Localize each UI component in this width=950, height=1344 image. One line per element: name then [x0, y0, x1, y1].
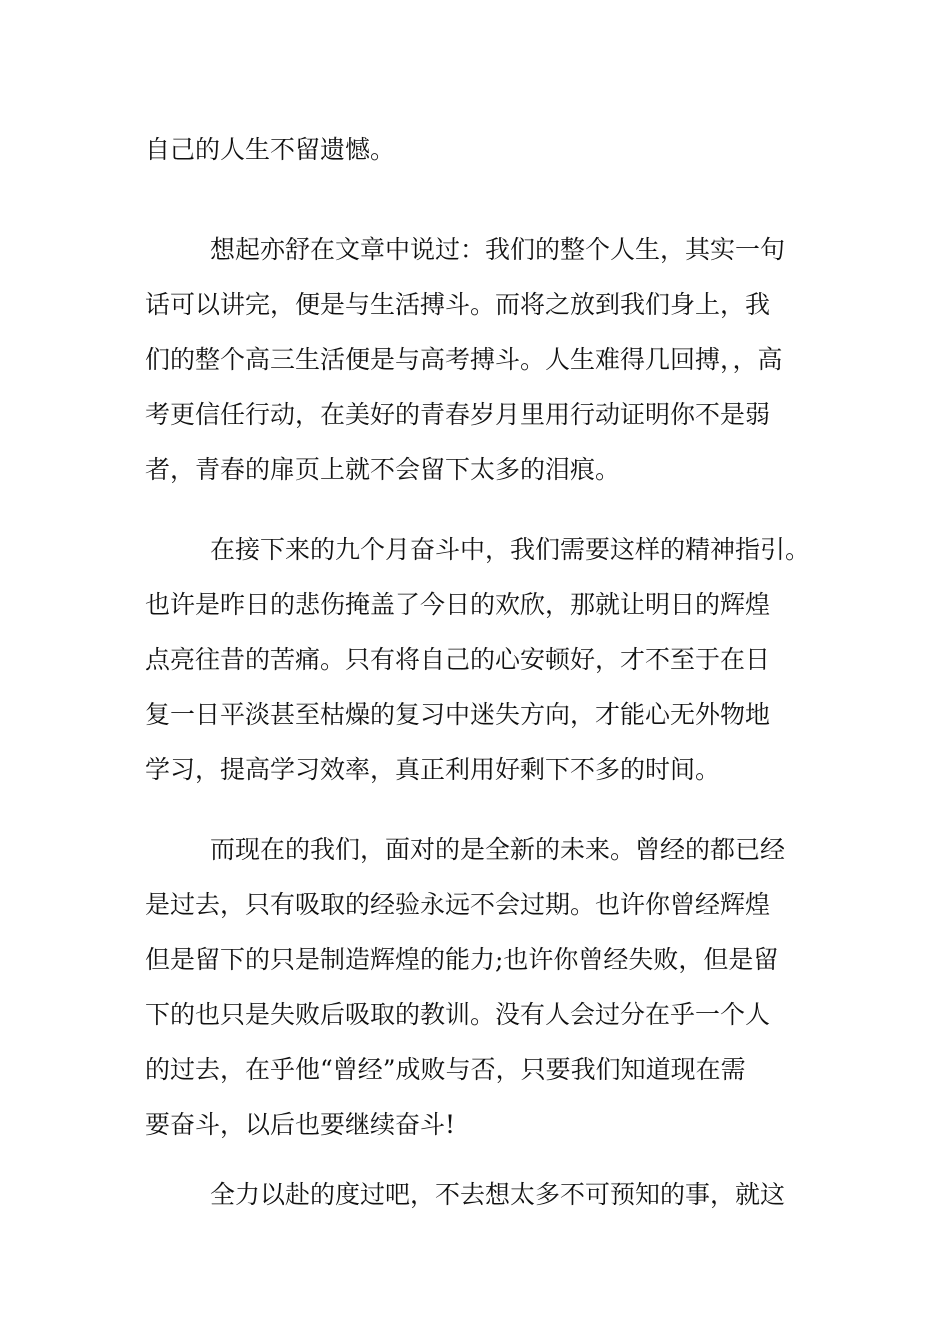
paragraph-line: 在接下来的九个月奋斗中，我们需要这样的精神指引。	[210, 535, 811, 564]
paragraph-nine-months	[145, 522, 845, 797]
paragraph-line: 学习，提高学习效率，真正利用好剩下不多的时间。	[145, 755, 721, 784]
paragraph-line: 考更信任行动，在美好的青春岁月里用行动证明你不是弱	[145, 400, 771, 429]
paragraph-line: 全力以赴的度过吧，不去想太多不可预知的事，就这	[210, 1180, 786, 1209]
paragraph-yishu-quote	[145, 222, 845, 497]
paragraph-line: 者，青春的扉页上就不会留下太多的泪痕。	[145, 455, 621, 484]
paragraph-line: 复一日平淡甚至枯燥的复习中迷失方向，才能心无外物地	[145, 700, 771, 729]
paragraph-line: 而现在的我们，面对的是全新的未来。曾经的都已经	[210, 835, 786, 864]
paragraph-line: 是过去，只有吸取的经验永远不会过期。也许你曾经辉煌	[145, 890, 771, 919]
paragraph-line: 的过去，在乎他“曾经”成败与否，只要我们知道现在需	[145, 1055, 746, 1084]
paragraph-line: 自己的人生不留遗憾。	[145, 135, 396, 164]
paragraph-new-future	[145, 822, 845, 1152]
paragraph-line: 点亮往昔的苦痛。只有将自己的心安顿好，才不至于在日	[145, 645, 771, 674]
paragraph-line: 想起亦舒在文章中说过：我们的整个人生，其实一句	[210, 235, 786, 264]
paragraph-line: 下的也只是失败后吸取的教训。没有人会过分在乎一个人	[145, 1000, 771, 1029]
paragraph-continuation	[145, 122, 845, 177]
paragraph-line: 要奋斗，以后也要继续奋斗!	[145, 1110, 456, 1139]
paragraph-go-all-out	[145, 1167, 845, 1222]
paragraph-line: 话可以讲完，便是与生活搏斗。而将之放到我们身上，我	[145, 290, 771, 319]
paragraph-line: 但是留下的只是制造辉煌的能力;也许你曾经失败，但是留	[145, 945, 779, 974]
paragraph-line: 们的整个高三生活便是与高考搏斗。人生难得几回搏，，高	[145, 345, 783, 374]
paragraph-line: 也许是昨日的悲伤掩盖了今日的欢欣，那就让明日的辉煌	[145, 590, 771, 619]
